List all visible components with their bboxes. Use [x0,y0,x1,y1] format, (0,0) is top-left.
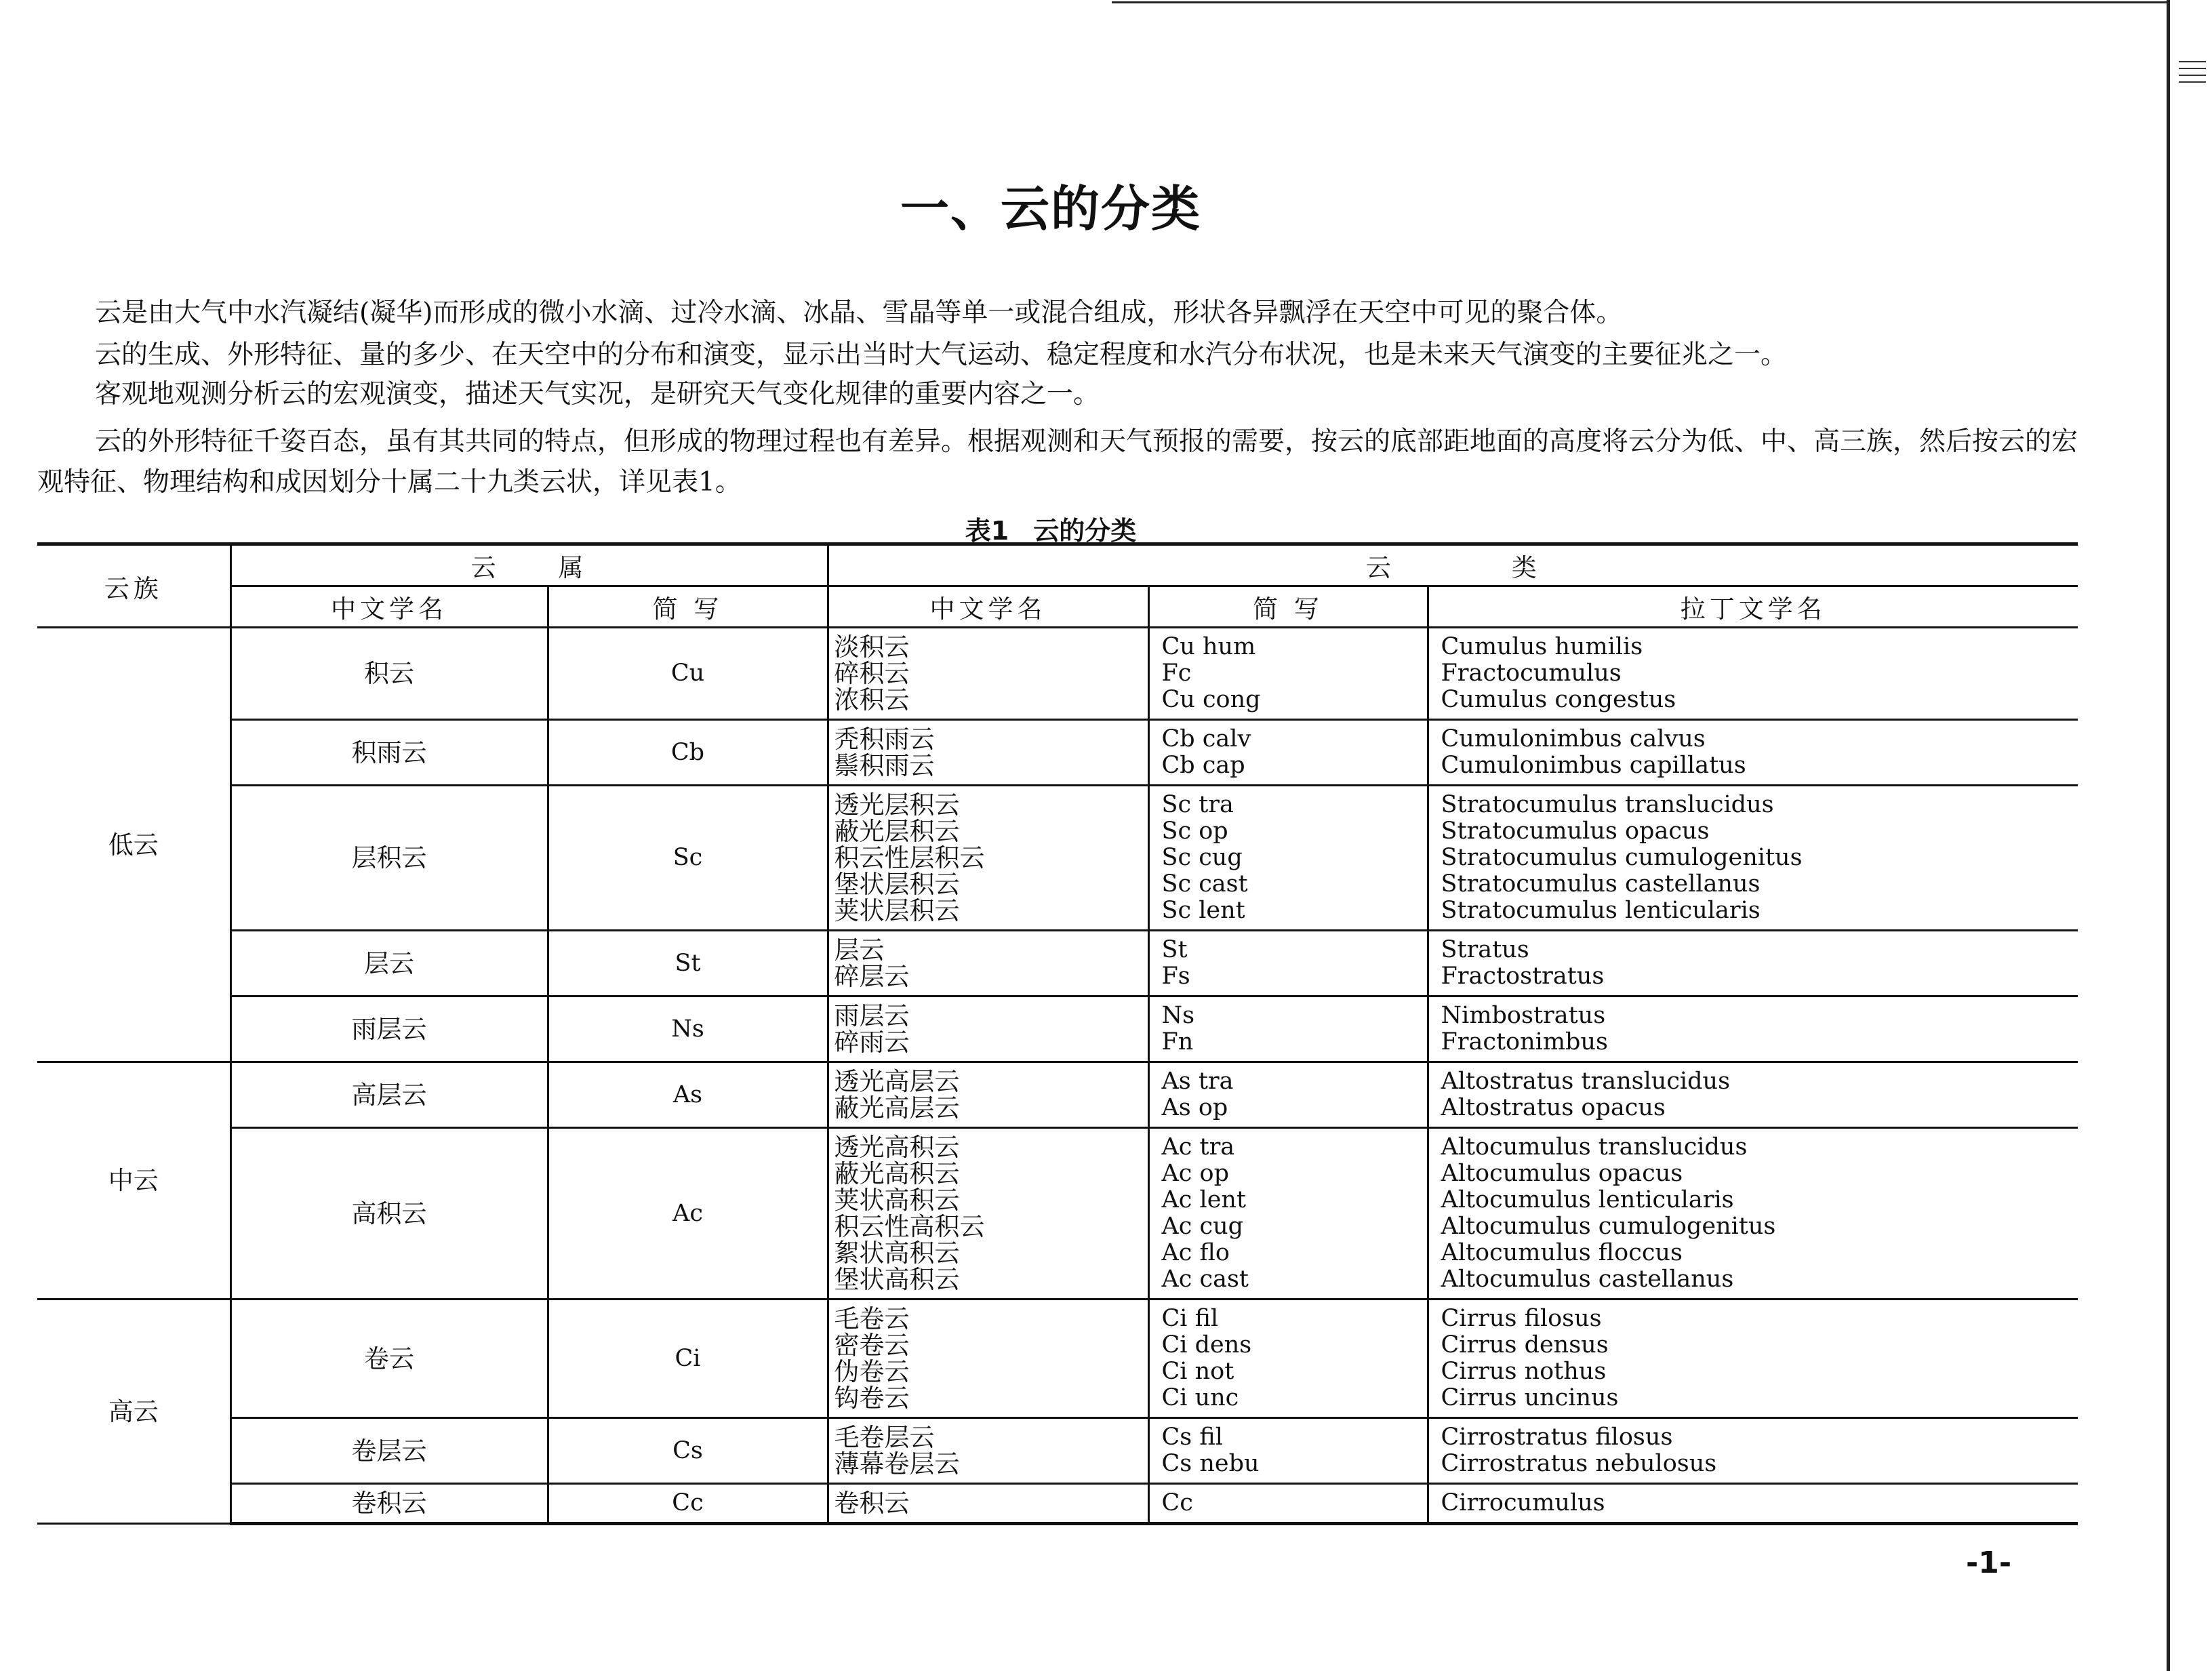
table-caption-number: 表1 [965,516,1009,546]
species-latin: Altostratus opacus [1441,1094,1666,1121]
genus-name-cell: 卷积云 [230,1484,548,1524]
top-rule [1112,1,2169,3]
species-cn: 蔽光层积云 [834,817,960,846]
genus-abbr-cell: Ns [548,996,828,1062]
species-abbr: Ci unc [1161,1384,1239,1411]
species-abbr: Ns [1161,1002,1195,1029]
species-abbr: Ci dens [1161,1331,1252,1358]
genus-name-cell: 积云 [230,628,548,720]
species-latin-cell [1428,1418,2078,1484]
species-abbr: Cb cap [1161,752,1245,779]
species-abbr: Fn [1161,1028,1194,1055]
genus-name-cell: 层云 [230,931,548,996]
species-cn: 钩卷云 [834,1384,910,1413]
species-cn: 淡积云 [834,632,910,662]
cloud-family-cell: 高云 [37,1300,230,1524]
species-abbr: Ac op [1161,1160,1229,1187]
genus-name-cell: 雨层云 [230,996,548,1062]
species-cn: 堡状层积云 [834,870,960,899]
header-genus-abbr: 简 写 [548,586,828,628]
genus-abbr-cell: Cu [548,628,828,720]
species-latin-cell [1428,1062,2078,1128]
species-latin-cell [1428,720,2078,786]
species-abbr-cell [1148,628,1428,720]
cloud-classification-table [37,542,2078,1525]
species-cn: 透光高积云 [834,1133,960,1162]
species-cn: 毛卷层云 [834,1423,935,1452]
table-body [37,628,2078,1524]
species-cn: 荚状层积云 [834,896,960,925]
species-cn-cell [828,1418,1148,1484]
genus-name-cell: 卷层云 [230,1418,548,1484]
cloud-family-cell: 中云 [37,1062,230,1300]
header-species-group: 云 类 [828,544,2078,586]
species-cn: 碎层云 [834,962,910,991]
species-abbr: Ac cug [1161,1213,1244,1240]
species-abbr-cell [1148,931,1428,996]
species-cn: 浓积云 [834,685,910,714]
table-row [37,1418,2078,1484]
species-abbr-cell [1148,1418,1428,1484]
species-cn-cell [828,931,1148,996]
species-abbr-cell [1148,720,1428,786]
species-abbr: As op [1161,1094,1228,1121]
edge-mark [2179,68,2206,69]
species-abbr: Sc lent [1161,897,1245,924]
species-latin: Cirrus densus [1441,1331,1609,1358]
species-abbr-cell [1148,1062,1428,1128]
header-genus-group: 云 属 [230,544,828,586]
header-species-cn: 中文学名 [828,586,1148,628]
species-latin-cell [1428,931,2078,996]
genus-name-cell: 高层云 [230,1062,548,1128]
species-cn: 伪卷云 [834,1357,910,1386]
genus-abbr-cell: Cc [548,1484,828,1524]
genus-abbr-cell: Ci [548,1300,828,1418]
species-latin: Cirrus nothus [1441,1358,1607,1385]
paragraph: 客观地观测分析云的宏观演变，描述天气实况，是研究天气变化规律的重要内容之一。 [95,379,1100,409]
species-abbr-cell [1148,1128,1428,1300]
species-latin: Altocumulus castellanus [1441,1266,1734,1293]
species-cn-cell [828,628,1148,720]
species-latin: Cumulonimbus calvus [1441,725,1706,752]
species-cn: 卷积云 [834,1489,910,1518]
table-row [37,786,2078,931]
species-latin: Altostratus translucidus [1441,1068,1731,1095]
species-abbr: Ac tra [1161,1133,1235,1161]
species-cn: 蔽光高层云 [834,1093,960,1123]
species-cn-cell [828,996,1148,1062]
species-abbr: St [1161,936,1188,963]
table-caption [0,510,2102,547]
species-abbr: Sc op [1161,818,1228,845]
species-latin: Nimbostratus [1441,1002,1606,1029]
genus-name-cell: 高积云 [230,1128,548,1300]
species-abbr-cell [1148,1300,1428,1418]
species-abbr: Fs [1161,963,1190,990]
table-row [37,1062,2078,1128]
species-latin: Cirrus uncinus [1441,1384,1619,1411]
species-latin: Fractocumulus [1441,660,1622,687]
paragraph: 云的生成、外形特征、量的多少、在天空中的分布和演变，显示出当时大气运动、稳定程度和水汽分布状况，也是未来天气演变的主要征兆之一。 [95,340,1788,370]
species-cn: 秃积雨云 [834,725,935,754]
paragraph: 云是由大气中水汽凝结(凝华)而形成的微小水滴、过冷水滴、冰晶、雪晶等单一或混合组成，形状各异飘浮在天空中可见的聚合体。 [95,298,1623,328]
table-row [37,628,2078,720]
species-latin-cell [1428,996,2078,1062]
species-abbr-cell [1148,1484,1428,1524]
species-cn: 雨层云 [834,1001,910,1030]
genus-abbr-cell: Cs [548,1418,828,1484]
header-family: 云族 [37,544,230,628]
table-row [37,996,2078,1062]
genus-abbr-cell: Cb [548,720,828,786]
genus-name-cell: 层积云 [230,786,548,931]
species-cn: 毛卷云 [834,1304,910,1333]
species-latin-cell [1428,786,2078,931]
species-latin-cell [1428,1128,2078,1300]
header-species-latin: 拉丁文学名 [1428,586,2078,628]
species-abbr: Cc [1161,1489,1193,1516]
species-cn-cell [828,1128,1148,1300]
page-right-edge [2167,0,2170,1671]
genus-abbr-cell: Ac [548,1128,828,1300]
species-latin: Fractostratus [1441,963,1605,990]
species-abbr: Cb calv [1161,725,1251,752]
species-abbr-cell [1148,996,1428,1062]
paragraph: 云的外形特征千姿百态，虽有其共同的特点，但形成的物理过程也有差异。根据观测和天气预报的需要，按云的底部距地面的高度将云分为低、中、高三族，然后按云的宏观特征、物理结构和成因划分十属二十九类云状，详见表1。 [37,426,2078,498]
species-abbr: Cs fil [1161,1424,1223,1451]
edge-mark [2179,81,2206,83]
species-latin: Stratocumulus cumulogenitus [1441,844,1803,871]
species-latin: Fractonimbus [1441,1028,1608,1055]
species-latin: Cumulus congestus [1441,686,1676,713]
species-latin: Cirrus filosus [1441,1305,1602,1332]
species-abbr: Sc cast [1161,870,1248,898]
genus-name-cell: 积雨云 [230,720,548,786]
header-species-abbr: 简 写 [1148,586,1428,628]
species-latin: Cumulus humilis [1441,633,1643,660]
species-abbr: Ac flo [1161,1239,1230,1266]
species-cn: 层云 [834,935,885,965]
species-latin: Stratocumulus castellanus [1441,870,1761,898]
species-abbr: Ci not [1161,1358,1234,1385]
species-latin: Altocumulus opacus [1441,1160,1683,1187]
species-cn-cell [828,1062,1148,1128]
species-latin: Altocumulus lenticularis [1441,1186,1734,1213]
species-cn-cell [828,786,1148,931]
species-latin-cell [1428,1300,2078,1418]
table-row [37,931,2078,996]
page-title: 一、云的分类 [900,180,1201,237]
header-genus-cn: 中文学名 [230,586,548,628]
species-cn: 透光高层云 [834,1067,960,1096]
species-abbr-cell [1148,786,1428,931]
species-latin: Stratocumulus opacus [1441,818,1710,845]
species-latin: Cirrostratus nebulosus [1441,1450,1717,1477]
table-row [37,1128,2078,1300]
species-abbr: Sc tra [1161,791,1234,818]
species-cn: 透光层积云 [834,790,960,820]
species-abbr: Ac lent [1161,1186,1247,1213]
species-abbr: Sc cug [1161,844,1243,871]
species-latin: Stratocumulus lenticularis [1441,897,1761,924]
species-abbr: Cu hum [1161,633,1256,660]
edge-mark [2179,75,2206,76]
species-cn: 密卷云 [834,1331,910,1360]
species-cn: 蔽光高积云 [834,1159,960,1188]
species-abbr: Ac cast [1161,1266,1249,1293]
table-row [37,1484,2078,1524]
species-abbr: Cs nebu [1161,1450,1260,1477]
species-cn-cell [828,1484,1148,1524]
species-abbr: As tra [1161,1068,1234,1095]
species-latin: Stratus [1441,936,1529,963]
edge-mark [2179,61,2206,62]
species-cn-cell [828,1300,1148,1418]
species-latin: Cirrocumulus [1441,1489,1605,1516]
species-abbr: Cu cong [1161,686,1261,713]
species-cn: 鬃积雨云 [834,751,935,780]
species-abbr: Fc [1161,660,1192,687]
species-cn: 碎雨云 [834,1028,910,1057]
species-cn: 荚状高积云 [834,1186,960,1215]
species-cn: 絮状高积云 [834,1239,960,1268]
species-latin: Altocumulus translucidus [1441,1133,1748,1161]
species-cn: 堡状高积云 [834,1265,960,1294]
cloud-classification-table-container [37,542,2078,1525]
species-cn: 积云性高积云 [834,1212,985,1241]
species-latin-cell [1428,628,2078,720]
table-row [37,720,2078,786]
species-cn-cell [828,720,1148,786]
species-cn: 积云性层积云 [834,843,985,872]
species-latin: Cirrostratus filosus [1441,1424,1673,1451]
species-cn: 薄幕卷层云 [834,1449,960,1478]
page-number: -1- [1966,1546,2012,1580]
species-cn: 碎积云 [834,659,910,688]
species-latin: Altocumulus cumulogenitus [1441,1213,1776,1240]
table-row [37,1300,2078,1418]
genus-abbr-cell: St [548,931,828,996]
genus-name-cell: 卷云 [230,1300,548,1418]
table-caption-title: 云的分类 [1033,516,1137,546]
species-abbr: Ci fil [1161,1305,1219,1332]
genus-abbr-cell: As [548,1062,828,1128]
cloud-family-cell: 低云 [37,628,230,1062]
species-latin-cell [1428,1484,2078,1524]
species-latin: Altocumulus floccus [1441,1239,1683,1266]
species-latin: Cumulonimbus capillatus [1441,752,1746,779]
species-latin: Stratocumulus translucidus [1441,791,1774,818]
genus-abbr-cell: Sc [548,786,828,931]
